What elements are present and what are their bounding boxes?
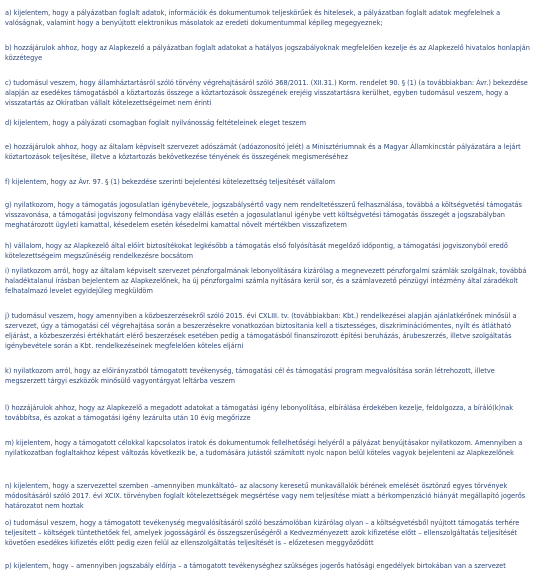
paragraph-j: j) tudomásul veszem, hogy amennyiben a közbeszerzésekről szóló 2015. évi CXLIII. tv. (továbbiakban: Kbt.) rendelkezései alapján ajánlatkérőnek minősül a szervezet, úgy a támogatási cél végrehajtása során a beszerzésekre vonatkozóan biztosítania kell a tisztességes, diszkriminációmentes, nyílt és átlátható eljárást, a közbeszerzési értékhatárt elérő beszerzések esetében pedig a támogatásból finanszírozott építési beruházás, árubeszerzés, illetve szolgáltatás igénybevétele során a Kbt. rendelkezéseinek megfelelően köteles eljárni xyxy=(5,312,517,350)
paragraph-f: f) kijelentem, hogy az Ávr. 97. § (1) bekezdése szerinti bejelentési kötelezettség teljesítését vállalom xyxy=(5,178,336,186)
paragraph-p: p) kijelentem, hogy – amennyiben jogszabály előírja – a támogatott tevékenységhez szükséges jogerős hatósági engedélyek birtokában van a szervezet xyxy=(5,562,506,570)
paragraph-c: c) tudomásul veszem, hogy államháztartásról szóló törvény végrehajtásáról szóló 368/2011. (XII.31.) Korm. rendelet 90. § (1) (a továbbiakban: Ávr.) bekezdése alapján az esedékes támogatásból a köztartozás összege a köztartozások összegének erejéig visszatartásra kerülhet, egyben tudomásul veszem, hogy a visszatartás az Okiratban vállalt kötelezettségeimet nem érinti xyxy=(5,79,528,107)
paragraph-o: o) tudomásul veszem, hogy a támogatott tevékenység megvalósításáról szóló beszámolóban kizárólag olyan – a költségvetésből nyújtott támogatás terhére teljesített – költségek tüntethetőek fel, amelyek jogosságáról és összegszerűségéről a Kedvezményezett azok kifizetése előtt – ellenszolgáltatás teljesítését követően esedékes kifizetés előtt pedig ezen felül az ellenszolgáltatás teljesítését is – előzetesen meggyőződött xyxy=(5,519,520,547)
paragraph-l: l) hozzájárulok ahhoz, hogy az Alapkezelő a megadott adatokat a támogatási igény lebonyolítása, elbírálása érdekében kezelje, feldolgozza, a bíráló(k)nak továbbítsa, és azokat a támogatási igény lezárulta után 10 évig megőrizze xyxy=(5,404,514,422)
paragraph-h: h) vállalom, hogy az Alapkezelő által előírt biztosítékokat legkésőbb a támogatás első folyósítását megelőző időpontig, a támogatási jogviszonyból eredő kötelezettségeim megszűnéséig rendelkezésre bocsátom xyxy=(5,242,508,260)
paragraph-m: m) kijelentem, hogy a támogatott célokkal kapcsolatos iratok és dokumentumok fellelhetőségi helyéről a pályázat benyújtásakor nyilatkozom. Amennyiben a nyilatkozatban foglaltakhoz képest változás következik be, a tudomására jutástól számított nyolc napon belül köteles vagyok bejelenteni az Alapkezelőnek xyxy=(5,439,523,457)
paragraph-n: n) kijelentem, hogy a szervezettel szemben –amennyiben munkáltató– az alacsony keresetű munkavállalók bérének emelését ösztönző egyes törvények módosításáról szóló 2017. évi XCIX. törvényben foglalt kötelezettségek megsértése vagy nem teljesítése miatt a bérkompenzáció hiányát megállapító jogerős határozatot nem hoztak xyxy=(5,482,526,510)
paragraph-e: e) hozzájárulok ahhoz, hogy az általam képviselt szervezet adószámát (adóazonosító jelét) a Minisztériumnak és a Magyar Államkincstár pályázatára a lejárt köztartozások teljesítése, illetve a köztartozás bekövetkezése tényének és összegének megismeréséhez xyxy=(5,143,521,161)
paragraph-d: d) kijelentem, hogy a pályázati csomagban foglalt nyilvánosság feltételeinek eleget teszem xyxy=(5,119,306,127)
paragraph-a: a) kijelentem, hogy a pályázatban foglalt adatok, információk és dokumentumok teljeskörűek és hitelesek, a pályázatban foglalt adatok megfelelnek a valóságnak, valamint hogy a benyújtott elektronikus másolatok az eredeti dokumentummal képileg megegyeznek; xyxy=(5,9,501,27)
paragraph-g: g) nyilatkozom, hogy a támogatás jogosulatlan igénybevétele, jogszabálysértő vagy nem rendeltetésszerű felhasználása, továbbá a költségvetési támogatás visszavonása, a támogatási jogviszony felmondása vagy elállás esetén a jogosulatlanul igénybe vett költségvetési támogatás összegét a jogszabályban meghatározott ügyleti kamattal, késedelem esetén késedelmi kamattal növelt mértékben visszafizetem xyxy=(5,201,522,229)
paragraph-b: b) hozzájárulok ahhoz, hogy az Alapkezelő a pályázatban foglalt adatokat a hatályos jogszabályoknak megfelelően kezelje és az Alapkezelő hivatalos honlapján közzétegye xyxy=(5,44,530,62)
paragraph-i: i) nyilatkozom arról, hogy az általam képviselt szervezet pénzforgalmának lebonyolítására kizárólag a megnevezett pénzforgalmi számlák szolgálnak, továbbá haladéktalanul írásban bejelentem az Alapkezelőnek, ha új pénzforgalmi számla nyitására kerül sor, és a számlavezető pénzügyi intézmény által záradékolt felhatalmazó levelet egyidejűleg megküldöm xyxy=(5,267,527,295)
paragraph-k: k) nyilatkozom arról, hogy az előirányzatból támogatott tevékenység, támogatási cél és támogatási program megvalósítása során létrehozott, illetve megszerzett tárgyi eszközök minősülő vagyontárgyat leltárba veszem xyxy=(5,367,495,385)
